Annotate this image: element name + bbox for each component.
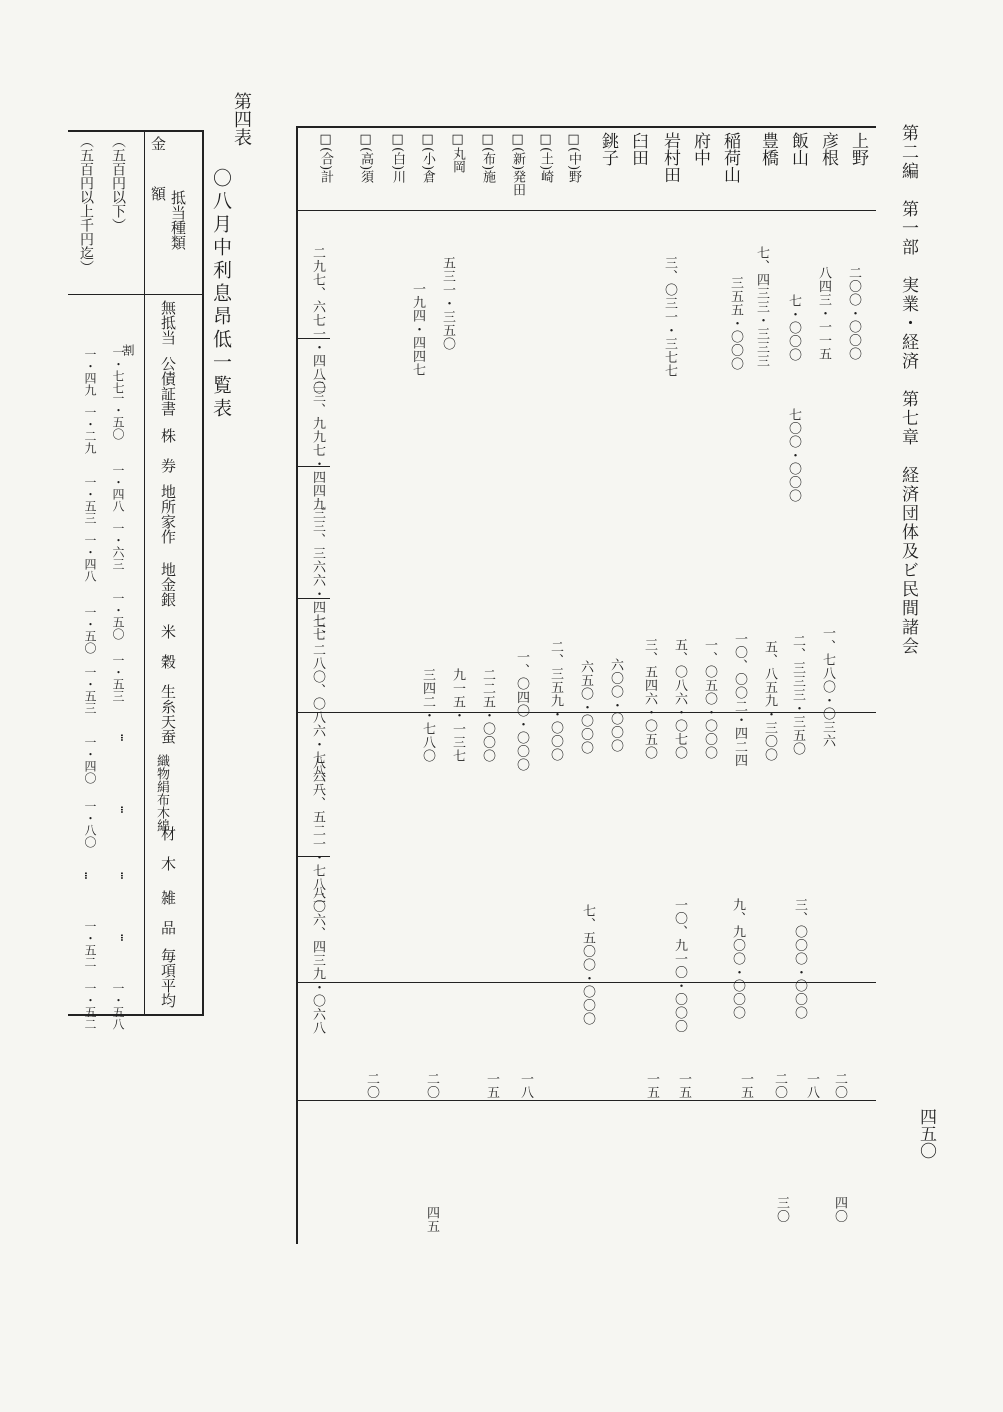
page-number: 四五〇 [916, 1108, 936, 1159]
place-label: □(高)須 [358, 132, 373, 184]
cell-value: 二〇 [772, 1072, 787, 1099]
cell-value: 三〇 [774, 1196, 789, 1223]
cell-value: 一、七八〇・〇三六 [820, 626, 835, 748]
cell-value: 一五 [644, 1072, 659, 1099]
cell-value: 一五 [738, 1072, 753, 1099]
cell-value: 七・〇〇〇 [786, 294, 801, 362]
rate-cell: 一・五三 [111, 654, 125, 702]
rate-cell: … [82, 872, 96, 880]
row-total: 三三、三六六・四七七 [310, 506, 325, 641]
rate-cell: … [118, 934, 132, 942]
col-header: 公債証書 [159, 356, 177, 416]
cell-value: 二、三五九・〇〇〇 [548, 640, 563, 762]
rate-cell: 一・八〇 [83, 800, 97, 848]
col-header: 地金銀 [159, 562, 177, 607]
cell-value: 二二五・〇〇〇 [480, 668, 495, 763]
col-header: 毎項平均 [159, 948, 177, 1008]
rate-cell: 一・四九 [83, 348, 97, 396]
cell-value: 三、〇三一・三七七 [662, 256, 677, 378]
rate-cell: 一・五八 [111, 982, 125, 1030]
rate-cell: … [118, 806, 132, 814]
cell-value: 三、五四六・〇五〇 [642, 638, 657, 760]
rate-cell: 一・四〇 [83, 736, 97, 784]
table-left-rule [296, 126, 298, 1244]
place-label: □(土)崎 [538, 132, 553, 184]
place-label: 稲荷山 [720, 132, 740, 183]
place-label: 豊橋 [758, 132, 778, 166]
cell-value: 一、〇四〇・〇〇〇 [514, 650, 529, 772]
cell-value: 五、〇八六・〇七〇 [672, 638, 687, 760]
place-label: □丸岡 [450, 132, 465, 173]
col-header: 地所家作 [159, 484, 177, 544]
place-label: □(布)施 [480, 132, 495, 184]
place-label: 飯山 [788, 132, 808, 166]
place-label: 銚子 [598, 132, 618, 166]
place-label: 彦根 [818, 132, 838, 166]
place-label: 臼田 [628, 132, 648, 166]
cell-value: 一〇、九一〇・〇〇〇 [672, 898, 687, 1033]
col-header: 織物絹布木綿 [154, 754, 169, 832]
cell-value: 四五 [424, 1206, 439, 1233]
col-header: 材 木 [159, 826, 177, 871]
cell-value: 八四三・一一五 [816, 266, 831, 361]
cell-value: 七〇〇・〇〇〇 [786, 408, 801, 503]
cell-value: 七、五〇〇・〇〇〇 [580, 904, 595, 1026]
col-header: 雑 品 [159, 890, 177, 935]
place-label: □(中)野 [566, 132, 581, 184]
row-total: 二九七、六七一・四八〇 [310, 246, 325, 395]
cell-value: 二〇 [832, 1072, 847, 1099]
row-total: 八六八、五二一・七八二 [310, 756, 325, 905]
place-label: 上野 [848, 132, 868, 166]
rate-cell: 一・五〇 [83, 606, 97, 654]
cell-value: 一八 [804, 1072, 819, 1099]
col-header: 無抵当 [159, 300, 177, 345]
unit-label: 割 [121, 344, 135, 356]
table-title: 第四表 [231, 92, 252, 146]
place-label: 岩村田 [660, 132, 680, 183]
corner-label-amount: 金 額 [149, 136, 167, 211]
row-label-500-1000: （五百円以上千円迄） [78, 134, 94, 274]
cell-value: 一五 [484, 1072, 499, 1099]
cell-value: 四〇 [832, 1196, 847, 1223]
rate-cell: 一・七七 [111, 346, 125, 394]
rate-cell: 一・五〇 [111, 592, 125, 640]
cell-value: 一〇、〇〇二・四二四 [732, 632, 747, 767]
row-total: 三三、九九七・四四九 [310, 376, 325, 511]
rate-cell: 一・五二 [83, 982, 97, 1030]
cell-value: 一五 [676, 1072, 691, 1099]
rate-cell: 一・五二 [83, 920, 97, 968]
col-header: 生糸天蚕 [159, 684, 177, 744]
col-header: 株 券 [159, 428, 177, 473]
cell-value: 九一五・一三七 [450, 668, 465, 763]
row-total: 二、二八〇、〇八六・七八三 [310, 616, 325, 792]
rate-cell: 一・四八 [111, 464, 125, 512]
place-label: □(新)発田 [510, 132, 525, 197]
rate-cell: … [118, 734, 132, 742]
table-top-rule [296, 126, 876, 128]
cell-value: 六五〇・〇〇〇 [578, 660, 593, 755]
cell-value: 五、八五九・三〇〇 [762, 640, 777, 762]
cell-value: 三、〇〇〇・〇〇〇 [792, 898, 807, 1020]
cell-value: 三五五・〇〇〇 [728, 276, 743, 371]
place-label: □(白)川 [390, 132, 405, 184]
rate-cell: 一・五三 [83, 666, 97, 714]
cell-value: 九、九〇〇・〇〇〇 [730, 898, 745, 1020]
table-caption: 〇八月中利息昂低一覧表 [210, 168, 232, 421]
cell-value: 五三一・三五〇 [440, 256, 455, 351]
interest-rate-table [68, 130, 204, 1030]
rate-cell: 一・二九 [83, 406, 97, 454]
cell-value: 二〇 [364, 1072, 379, 1099]
cell-value: 二〇〇・〇〇〇 [846, 266, 861, 361]
row-total: 八〇六、四三九・〇六八 [310, 886, 325, 1035]
rate-cell: 一・四八 [83, 534, 97, 582]
rate-cell: 一・五三 [83, 476, 97, 524]
cell-value: 三四二・七八〇 [420, 668, 435, 763]
running-header: 第二編 第一部 実業・経済 第七章 経済団体及ビ民間諸会 [898, 124, 918, 656]
rate-cell: 一・六三 [111, 522, 125, 570]
row-label-under-500: （五百円以下） [110, 134, 126, 232]
rate-cell: … [118, 872, 132, 880]
header-rule [296, 210, 876, 211]
cell-value: 六〇〇・〇〇〇 [608, 658, 623, 753]
cell-value: 一、〇五〇・〇〇〇 [702, 638, 717, 760]
cell-value: 一九四・四四七 [410, 282, 425, 377]
cell-value: 二〇 [424, 1072, 439, 1099]
main-table [296, 126, 876, 1244]
place-label: 府中 [690, 132, 710, 166]
place-label: □(小)倉 [420, 132, 435, 184]
rate-cell: 一・五〇 [111, 392, 125, 440]
cell-value: 二、三三三・三五〇 [790, 634, 805, 756]
place-label: □(合)計 [318, 132, 333, 184]
col-header: 米 穀 [159, 624, 177, 669]
cell-value: 一八 [518, 1072, 533, 1099]
corner-label-collateral: 抵当種類 [169, 190, 187, 250]
cell-value: 七、四三三・三三三 [754, 246, 769, 368]
